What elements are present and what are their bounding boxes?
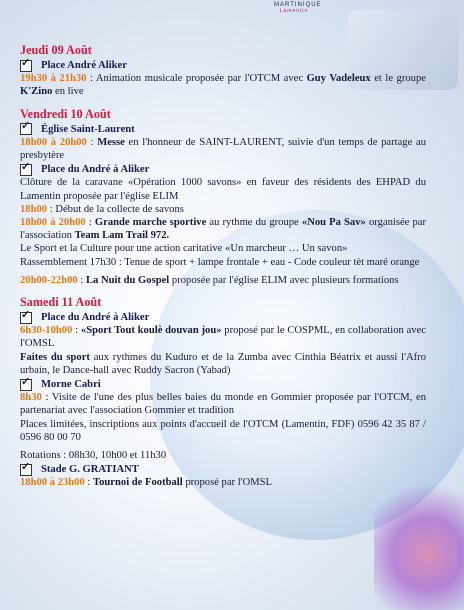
venue-heading	[20, 163, 426, 176]
event-text: proposé par l'OMSL	[182, 477, 272, 489]
day-heading: Vendredi 10 Août	[20, 106, 111, 121]
event-line	[20, 449, 426, 462]
event-time: 6h30-10h00	[20, 325, 73, 337]
event-text: :	[85, 217, 95, 229]
event-highlight: Guy Vadeleux	[306, 73, 371, 85]
event-text: aux rythmes du Kuduro et de la Zumba avec Cinthia Béatrix et aussi l'Afro urbain, le Dance-hall avec Ruddy Sacron (Yabad)	[20, 351, 426, 376]
logo-sub: Lamentin	[279, 8, 309, 14]
checkbox-icon	[20, 312, 32, 324]
event-text: :	[86, 136, 98, 148]
event-line	[20, 216, 426, 242]
event-text: Rotations : 08h30, 10h00 et 11h30	[20, 450, 167, 462]
event-text: au rythme du groupe	[206, 217, 302, 229]
event-line	[20, 391, 426, 417]
venue-heading	[20, 123, 426, 136]
event-text: Rassemblement 17h30 : Tenue de sport + lampe frontale + eau - Code couleur tèt maré orange	[20, 256, 420, 268]
event-line	[20, 136, 426, 162]
venue-heading	[20, 59, 426, 72]
event-time: 8h30	[20, 392, 42, 404]
event-highlight: Grande marche sportive	[94, 217, 207, 229]
checkbox-icon	[20, 164, 32, 176]
event-highlight: K'Zino	[20, 86, 53, 98]
venue-name: Église Saint-Laurent	[41, 123, 135, 135]
event-time: 18h00 à 20h00	[20, 136, 87, 148]
event-line	[20, 274, 426, 287]
event-text: proposé par le COSPML, en collaboration avec l'OMSL	[20, 325, 426, 350]
event-highlight: Tournoi de Football	[93, 477, 183, 489]
event-line	[20, 256, 426, 269]
event-text: Clôture de la caravane «Opération 1000 savons» en faveur des résidents des EHPAD du Lamentin proposée par l'église ELIM	[20, 177, 426, 202]
logo-name: MARTINIQUE	[274, 2, 322, 8]
venue-name: Morne Cabri	[41, 379, 101, 391]
event-line	[20, 476, 426, 489]
checkbox-icon	[20, 123, 32, 135]
event-line	[20, 176, 426, 202]
event-text: :	[77, 274, 86, 286]
event-line	[20, 72, 426, 98]
event-text: : Visite de l'une des plus belles baies du monde en Gommier proposée par l'OTCM, en partenariat avec l'association Gommier et tradition	[20, 392, 426, 417]
venue-name: Place André Aliker	[41, 60, 127, 71]
event-text: Places limitées, inscriptions aux points d'accueil de l'OTCM (Lamentin, FDF) 0596 42 35 87 / 0596 80 00 70	[20, 418, 426, 443]
event-text: : Début de la collecte de savons	[47, 203, 184, 215]
event-text: en live	[52, 86, 84, 98]
event-time: 18h00 à 23h00	[20, 477, 85, 489]
flower-decoration	[374, 470, 464, 610]
venue-name: Place du André à Aliker	[41, 164, 150, 176]
event-highlight: «Sport Tout koulè douvan jou»	[80, 325, 222, 337]
spacer	[20, 287, 426, 292]
logo	[274, 2, 322, 14]
day-heading: Samedi 11 Août	[20, 295, 102, 310]
spacer	[20, 99, 426, 104]
event-highlight: La Nuit du Gospel	[85, 274, 170, 286]
program-content	[20, 40, 426, 490]
event-time: 18h00 à 20h00	[20, 217, 86, 229]
event-text: : Animation musicale proposée par l'OTCM avec	[86, 73, 307, 85]
venue-heading	[20, 378, 426, 391]
event-text: :	[84, 477, 94, 489]
event-highlight: Team Lam Trail 972.	[74, 230, 170, 242]
event-line	[20, 324, 426, 350]
event-time: 19h30 à 21h30	[20, 73, 87, 85]
event-text: proposée par l'église ELIM avec plusieurs formations	[169, 274, 399, 286]
venue-name: Stade G. GRATIANT	[41, 464, 139, 476]
event-text: et le groupe	[370, 73, 426, 85]
event-line	[20, 418, 426, 444]
checkbox-icon	[20, 464, 32, 476]
event-highlight: Messe	[97, 136, 125, 148]
event-highlight: «Nou Pa Sav»	[301, 217, 366, 229]
checkbox-icon	[20, 379, 32, 391]
event-line	[20, 351, 426, 377]
event-text: organisée par l'association	[20, 217, 426, 242]
event-time: 20h00-22h00	[20, 274, 78, 286]
day-heading: Jeudi 09 Août	[20, 43, 92, 57]
venue-name: Place du André à Aliker	[41, 312, 150, 324]
event-line	[20, 203, 426, 216]
checkbox-icon	[20, 60, 32, 72]
venue-heading	[20, 463, 426, 476]
venue-heading	[20, 311, 426, 324]
event-line	[20, 242, 426, 255]
event-time: 18h00	[20, 203, 48, 215]
event-text: en l'honneur de SAINT-LAURENT, suivie d'un temps de partage au presbytère	[20, 136, 426, 162]
event-highlight: Faites du sport	[20, 351, 90, 363]
event-text: Le Sport et la Culture pour une action caritative «Un marcheur … Un savon»	[20, 243, 348, 255]
event-text: :	[72, 325, 81, 337]
